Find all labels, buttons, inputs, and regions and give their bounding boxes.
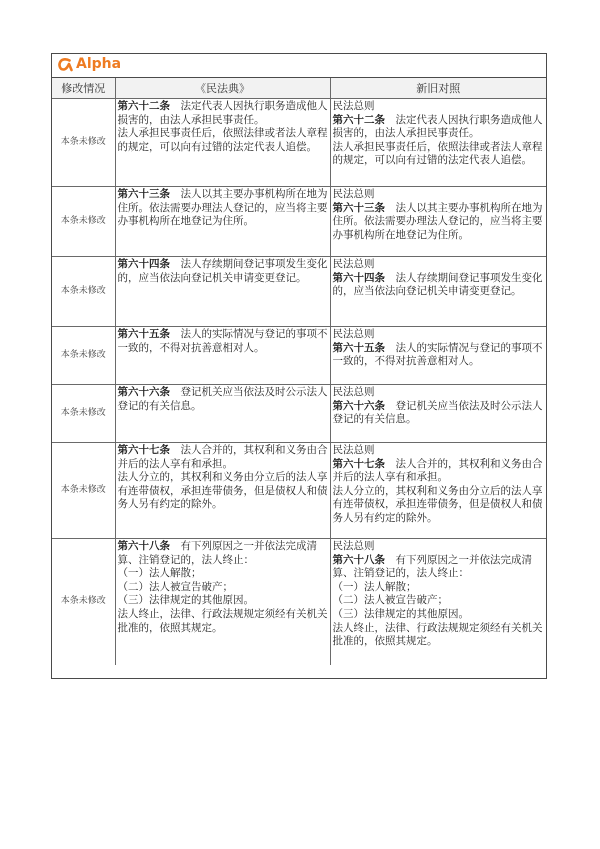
old-article-text: 登记机关应当依法及时公示法人登记的有关信息。 bbox=[332, 399, 543, 426]
old-law-section: 民法总则 bbox=[332, 328, 375, 340]
comparison-cell bbox=[330, 539, 546, 665]
new-article-cell bbox=[115, 257, 330, 327]
row-status: 本条未修改 bbox=[52, 539, 115, 665]
old-article-text: 法人合并的，其权利和义务由合并后的法人享有和承担。 法人分立的，其权利和义务由分立后的法人享有连带债权，承担连带债务，但是债权人和债务人另有约定的除外。 bbox=[332, 457, 543, 524]
old-article-text: 法定代表人因执行职务造成他人损害的，由法人承担民事责任。 法人承担民事责任后，依照法律或者法人章程的规定，可以向有过错的法定代表人追偿。 bbox=[332, 113, 543, 167]
brand-name: Alpha bbox=[76, 56, 122, 72]
old-law-section: 民法总则 bbox=[332, 444, 375, 456]
article-text: 法人的实际情况与登记的事项不一致的，不得对抗善意相对人。 bbox=[117, 328, 328, 354]
row-status: 本条未修改 bbox=[52, 99, 115, 187]
old-article-number: 第六十八条 bbox=[332, 553, 385, 566]
old-law-section: 民法总则 bbox=[332, 258, 375, 270]
comparison-cell bbox=[330, 257, 546, 327]
old-article-text: 法人以其主要办事机构所在地为住所。依法需要办理法人登记的，应当将主要办事机构所在地登记为住所。 bbox=[332, 201, 543, 241]
article-text: 登记机关应当依法及时公示法人登记的有关信息。 bbox=[117, 386, 328, 412]
old-article-number: 第六十六条 bbox=[332, 399, 385, 412]
old-law-section: 民法总则 bbox=[332, 540, 375, 552]
old-law-section: 民法总则 bbox=[332, 386, 375, 398]
table-row bbox=[52, 539, 546, 665]
article-text: 有下列原因之一并依法完成清算、注销登记的，法人终止： （一）法人解散； （二）法人被宣告破产； （三）法律规定的其他原因。 法人终止，法律、行政法规规定须经有关机关批准的，依照其规定。 bbox=[117, 540, 328, 634]
article-text: 法人合并的，其权利和义务由合并后的法人享有和承担。 法人分立的，其权利和义务由分立后的法人享有连带债权，承担连带债务，但是债权人和债务人另有约定的除外。 bbox=[117, 444, 328, 511]
old-law-section: 民法总则 bbox=[332, 100, 375, 112]
old-article-number: 第六十二条 bbox=[332, 113, 385, 126]
table-row bbox=[52, 99, 546, 187]
row-status: 本条未修改 bbox=[52, 443, 115, 539]
article-number: 第六十二条 bbox=[117, 100, 170, 112]
old-article-text: 法人存续期间登记事项发生变化的，应当依法向登记机关申请变更登记。 bbox=[332, 271, 543, 298]
header-status: 修改情况 bbox=[52, 78, 115, 99]
article-number: 第六十三条 bbox=[117, 188, 170, 200]
new-article-cell bbox=[115, 539, 330, 665]
old-article-text: 法人的实际情况与登记的事项不一致的，不得对抗善意相对人。 bbox=[332, 341, 543, 368]
new-article-cell bbox=[115, 327, 330, 385]
article-text: 法人存续期间登记事项发生变化的，应当依法向登记机关申请变更登记。 bbox=[117, 258, 328, 284]
header-new-code: 《民法典》 bbox=[115, 78, 330, 99]
table-row bbox=[52, 443, 546, 539]
table-row bbox=[52, 257, 546, 327]
table-row bbox=[52, 385, 546, 443]
brand-header bbox=[52, 54, 546, 78]
row-status: 本条未修改 bbox=[52, 385, 115, 443]
new-article-cell bbox=[115, 443, 330, 539]
old-article-number: 第六十五条 bbox=[332, 341, 385, 354]
old-article-number: 第六十四条 bbox=[332, 271, 385, 284]
row-status: 本条未修改 bbox=[52, 257, 115, 327]
old-article-number: 第六十七条 bbox=[332, 457, 385, 470]
table-header-row bbox=[52, 78, 546, 99]
new-article-cell bbox=[115, 385, 330, 443]
comparison-cell bbox=[330, 99, 546, 187]
comparison-table bbox=[52, 78, 546, 665]
row-status: 本条未修改 bbox=[52, 327, 115, 385]
document-page bbox=[51, 53, 547, 679]
article-number: 第六十四条 bbox=[117, 258, 170, 270]
comparison-cell bbox=[330, 443, 546, 539]
article-text: 法定代表人因执行职务造成他人损害的，由法人承担民事责任。 法人承担民事责任后，依照法律或者法人章程的规定，可以向有过错的法定代表人追偿。 bbox=[117, 100, 328, 153]
table-row bbox=[52, 187, 546, 257]
alpha-logo-icon bbox=[56, 56, 74, 74]
article-text: 法人以其主要办事机构所在地为住所。依法需要办理法人登记的，应当将主要办事机构所在地登记为住所。 bbox=[117, 188, 328, 228]
old-article-number: 第六十三条 bbox=[332, 201, 385, 214]
article-number: 第六十八条 bbox=[117, 540, 170, 552]
comparison-cell bbox=[330, 385, 546, 443]
table-row bbox=[52, 327, 546, 385]
row-status: 本条未修改 bbox=[52, 187, 115, 257]
article-number: 第六十五条 bbox=[117, 328, 170, 340]
comparison-cell bbox=[330, 187, 546, 257]
new-article-cell bbox=[115, 187, 330, 257]
header-comparison: 新旧对照 bbox=[330, 78, 546, 99]
comparison-cell bbox=[330, 327, 546, 385]
article-number: 第六十六条 bbox=[117, 386, 170, 398]
article-number: 第六十七条 bbox=[117, 444, 170, 456]
new-article-cell bbox=[115, 99, 330, 187]
old-article-text: 有下列原因之一并依法完成清算、注销登记的，法人终止： （一）法人解散； （二）法人被宣告破产； （三）法律规定的其他原因。 法人终止，法律、行政法规规定须经有关机关批准的，依照其规定。 bbox=[332, 553, 543, 648]
old-law-section: 民法总则 bbox=[332, 188, 375, 200]
